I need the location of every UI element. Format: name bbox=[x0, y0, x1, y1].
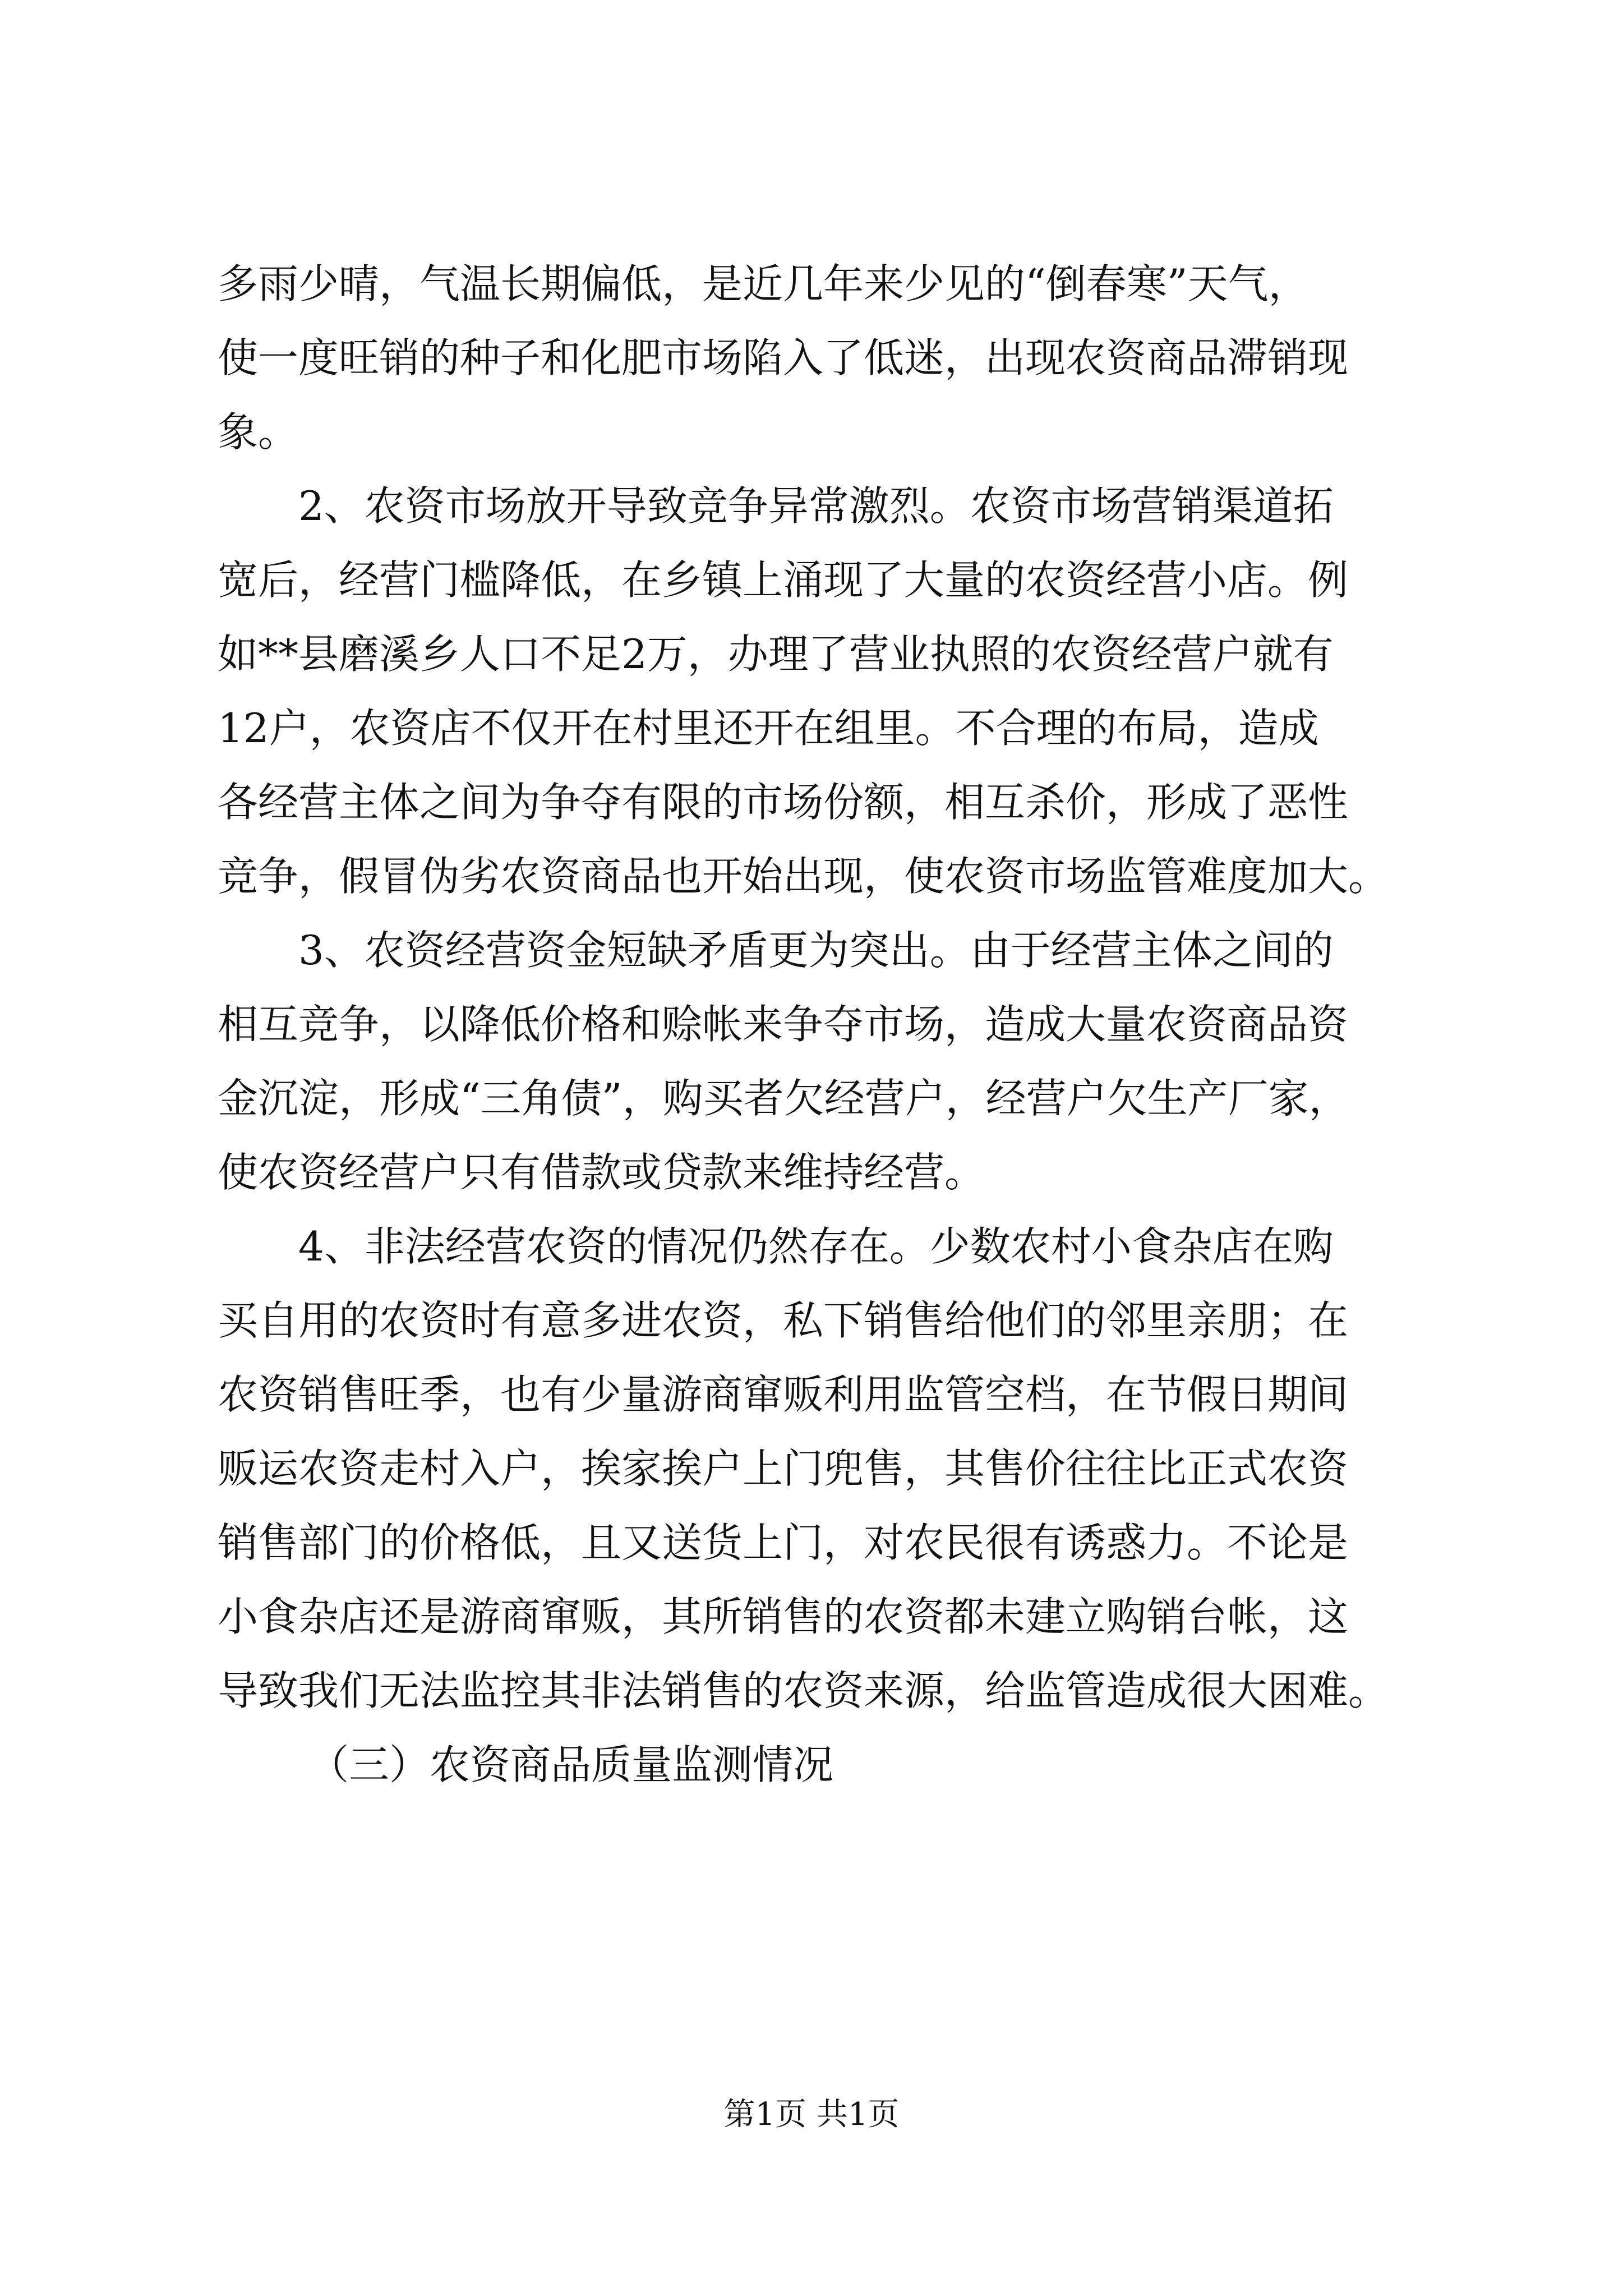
text-line: 各经营主体之间为争夺有限的市场份额，相互杀价，形成了恶性 bbox=[218, 779, 1349, 826]
paragraph-start-line: 3、农资经营资金短缺矛盾更为突出。由于经营主体之间的 bbox=[298, 927, 1334, 974]
text-line: 导致我们无法监控其非法销售的农资来源，给监管造成很大困难。 bbox=[218, 1667, 1389, 1714]
text-line: 买自用的农资时有意多进农资，私下销售给他们的邻里亲朋；在 bbox=[218, 1297, 1349, 1344]
text-line: 多雨少晴，气温长期偏低，是近几年来少见的“倒春寒”天气， bbox=[218, 260, 1309, 307]
text-line: 宽后，经营门槛降低，在乡镇上涌现了大量的农资经营小店。例 bbox=[218, 556, 1349, 604]
document-body bbox=[218, 247, 1423, 1802]
section-heading: （三）农资商品质量监测情况 bbox=[308, 1741, 834, 1788]
text-line: 相互竞争，以降低价格和赊帐来争夺市场，造成大量农资商品资 bbox=[218, 1001, 1349, 1048]
text-line: 使农资经营户只有借款或贷款来维持经营。 bbox=[218, 1149, 985, 1196]
text-line: 农资销售旺季，也有少量游商窜贩利用监管空档，在节假日期间 bbox=[218, 1371, 1349, 1418]
page-footer: 第1页 共1页 bbox=[723, 2096, 900, 2133]
text-line: 金沉淀，形成“三角债”，购买者欠经营户，经营户欠生产厂家， bbox=[218, 1075, 1349, 1122]
text-line: 象。 bbox=[218, 408, 299, 455]
text-line: 如**县磨溪乡人口不足2万，办理了营业执照的农资经营户就有 bbox=[218, 631, 1334, 678]
text-line: 竞争，假冒伪劣农资商品也开始出现，使农资市场监管难度加大。 bbox=[218, 853, 1389, 900]
text-line: 小食杂店还是游商窜贩，其所销售的农资都未建立购销台帐，这 bbox=[218, 1593, 1349, 1640]
text-line: 12户，农资店不仅开在村里还开在组里。不合理的布局，造成 bbox=[218, 705, 1319, 752]
text-line: 使一度旺销的种子和化肥市场陷入了低迷，出现农资商品滞销现 bbox=[218, 334, 1349, 381]
text-line: 贩运农资走村入户，挨家挨户上门兜售，其售价往往比正式农资 bbox=[218, 1445, 1349, 1492]
paragraph-start-line: 2、农资市场放开导致竞争异常激烈。农资市场营销渠道拓 bbox=[298, 482, 1334, 530]
text-line: 销售部门的价格低，且又送货上门，对农民很有诱惑力。不论是 bbox=[218, 1519, 1349, 1566]
paragraph-start-line: 4、非法经营农资的情况仍然存在。少数农村小食杂店在购 bbox=[298, 1223, 1334, 1270]
